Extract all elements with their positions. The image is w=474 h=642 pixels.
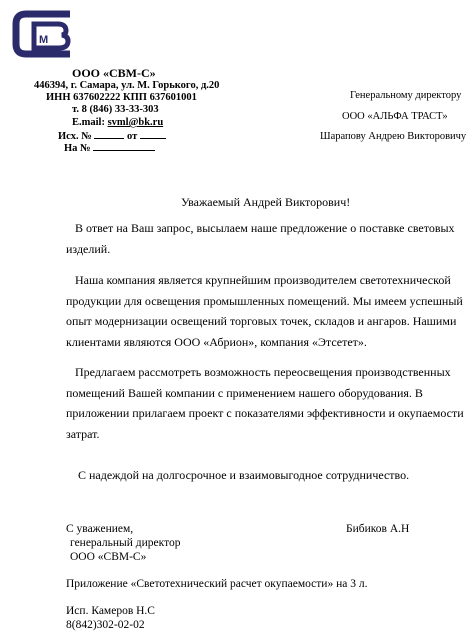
incoming-number-label: На № bbox=[64, 143, 91, 154]
paragraph-proposal bbox=[66, 362, 466, 444]
executor-phone: 8(842)302-02-02 bbox=[66, 619, 145, 631]
incoming-number-blank bbox=[93, 141, 155, 151]
signature-regards: С уважением, bbox=[66, 523, 134, 535]
closing-line: С надеждой на долгосрочное и взаимовыгодное сотрудничество. bbox=[78, 468, 410, 482]
executor-name: Исп. Камеров Н.С bbox=[66, 605, 155, 617]
paragraph-company bbox=[66, 270, 466, 352]
signature-signer: Бибиков А.Н bbox=[346, 523, 410, 535]
letter-greeting: Уважаемый Андрей Викторович! bbox=[181, 195, 351, 209]
sender-email-line bbox=[72, 117, 163, 129]
sender-email-link[interactable]: svml@bk.ru bbox=[107, 117, 164, 128]
outgoing-number-blank bbox=[94, 129, 124, 139]
outgoing-date-blank bbox=[140, 129, 166, 139]
incoming-number-line bbox=[64, 141, 155, 155]
paragraph-request-text: В ответ на Ваш запрос, высылаем наше предложение о поставке световых изделий. bbox=[66, 221, 455, 256]
signature-title: генеральный директор bbox=[70, 537, 181, 549]
sender-inn-kpp: ИНН 637602222 КПП 637601001 bbox=[46, 92, 197, 103]
sender-email-label: E.mail: bbox=[72, 117, 105, 128]
outgoing-number-label: Исх. № bbox=[58, 131, 92, 142]
sender-phone: т. 8 (846) 33-33-303 bbox=[72, 104, 159, 115]
attachment-note: Приложение «Светотехнический расчет окупаемости» на 3 л. bbox=[66, 578, 368, 590]
paragraph-request bbox=[66, 218, 466, 259]
outgoing-date-label: от bbox=[127, 131, 138, 142]
sender-company-name: ООО «СВМ-С» bbox=[72, 66, 156, 80]
company-logo bbox=[12, 6, 74, 62]
recipient-name: Шарапову Андрею Викторовичу bbox=[320, 131, 467, 142]
recipient-position: Генеральному директору bbox=[350, 90, 462, 101]
signature-company: ООО «СВМ-С» bbox=[70, 551, 147, 563]
sender-address: 446394, г. Самара, ул. М. Горького, д.20 bbox=[34, 80, 220, 91]
paragraph-proposal-text: Предлагаем рассмотреть возможность переосвещения производственных помещений Вашей компании с применением нашего оборудования. В приложении прилагаем проект с показателями эффективности и окупаемости затрат. bbox=[66, 365, 464, 441]
svg-text:M: M bbox=[39, 34, 49, 46]
recipient-company: ООО «АЛЬФА ТРАСТ» bbox=[342, 111, 448, 122]
paragraph-company-text: Наша компания является крупнейшим производителем светотехнической продукции для освещения промышленных помещений. Мы имеем успешный опыт модернизации освещений торговых точек, складов и ангаров. Нашими клиентами являются ООО «Абрион», компания «Этсетет». bbox=[66, 273, 463, 349]
